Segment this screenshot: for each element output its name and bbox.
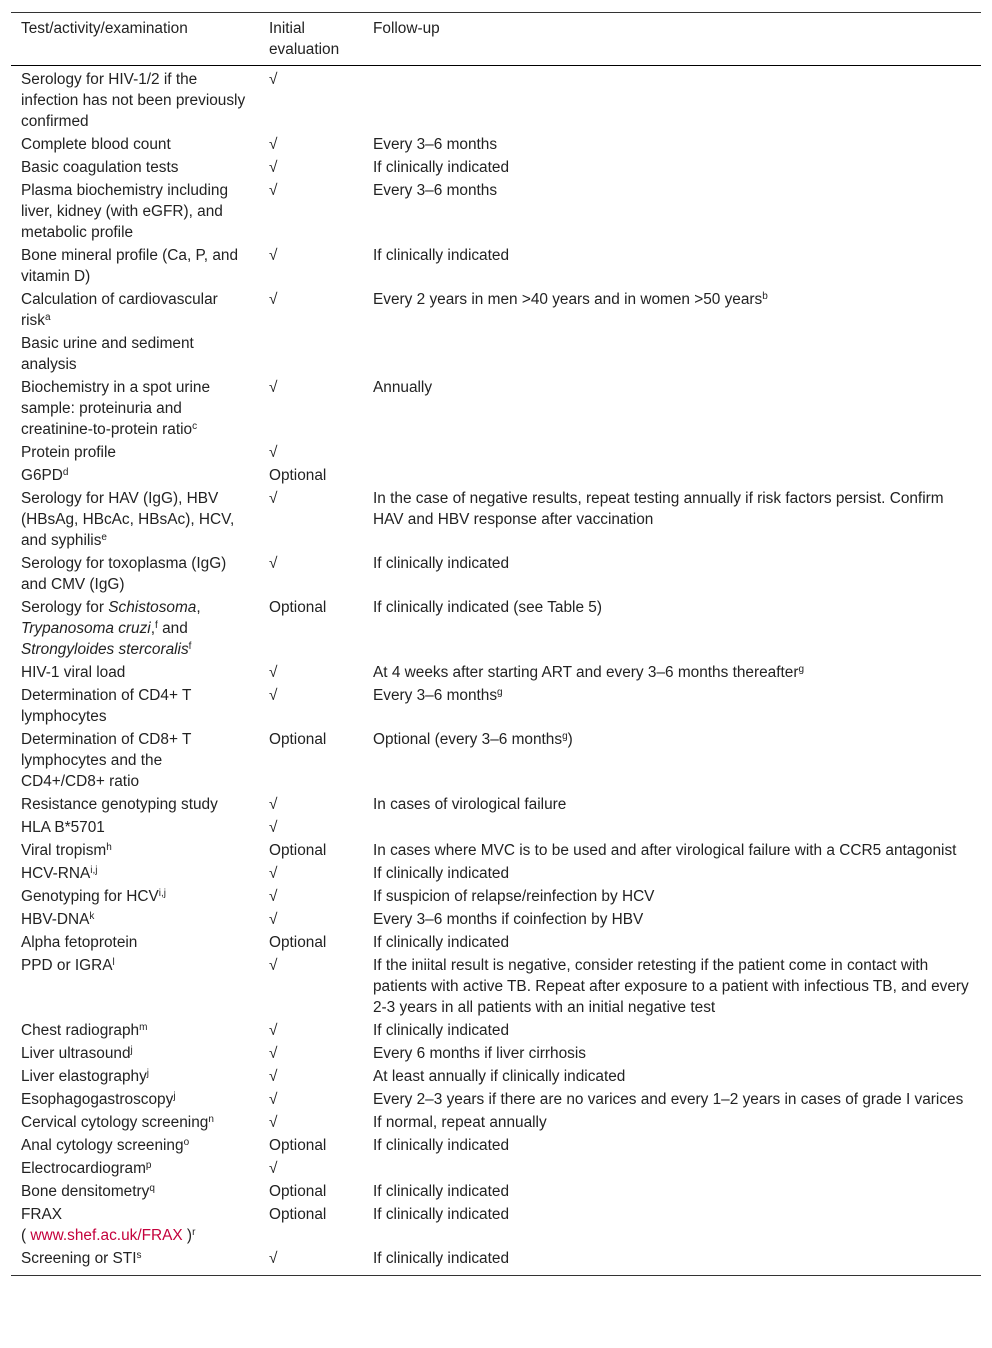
footnote-marker: r — [192, 1227, 196, 1238]
table-row — [11, 817, 981, 840]
test-cell — [11, 553, 259, 597]
test-cell — [11, 157, 259, 180]
follow-up-cell — [363, 1066, 981, 1089]
follow-up-text: In cases of virological failure — [373, 796, 567, 813]
footnote-marker: j — [173, 1091, 176, 1102]
test-cell — [11, 465, 259, 488]
initial-evaluation-cell: √ — [269, 247, 278, 264]
follow-up-cell — [363, 553, 981, 597]
footnote-marker: l — [112, 957, 115, 968]
follow-up-text: Optional (every 3–6 months — [373, 731, 563, 748]
initial-evaluation-cell: Optional — [269, 934, 327, 951]
follow-up-cell — [363, 66, 981, 135]
test-cell — [11, 932, 259, 955]
follow-up-cell — [363, 863, 981, 886]
table-row — [11, 1181, 981, 1204]
test-cell — [11, 817, 259, 840]
test-cell — [11, 863, 259, 886]
follow-up-text: Every 3–6 months — [373, 136, 498, 153]
test-cell — [11, 1204, 259, 1248]
follow-up-cell — [363, 840, 981, 863]
table-row — [11, 794, 981, 817]
follow-up-cell — [363, 685, 981, 729]
species-name: Schistosoma — [108, 599, 197, 616]
initial-evaluation-cell: √ — [269, 71, 278, 88]
follow-up-cell — [363, 245, 981, 289]
test-cell — [11, 729, 259, 794]
test-text: Determination of CD8+ T lymphocytes and the CD4+/CD8+ ratio — [21, 731, 192, 790]
follow-up-text: If suspicion of relapse/reinfection by HCV — [373, 888, 655, 905]
test-text: Chest radiograph — [21, 1022, 140, 1039]
initial-evaluation-cell — [259, 333, 363, 377]
initial-evaluation-cell: Optional — [269, 599, 327, 616]
test-cell — [11, 886, 259, 909]
footnote-marker: m — [139, 1022, 148, 1033]
footnote-marker: j — [146, 1068, 149, 1079]
test-text: Serology for HAV (IgG), HBV (HBsAg, HBcAc, HBsAc), HCV, and syphilis — [21, 490, 235, 549]
test-cell — [11, 180, 259, 245]
link-suffix: ) — [182, 1227, 193, 1244]
test-cell — [11, 1020, 259, 1043]
test-cell — [11, 909, 259, 932]
test-text: , — [196, 599, 201, 616]
table-row — [11, 465, 981, 488]
test-text: Bone densitometry — [21, 1183, 150, 1200]
follow-up-cell — [363, 377, 981, 442]
header-row — [11, 13, 981, 66]
table-row — [11, 840, 981, 863]
follow-up-text: Every 6 months if liver cirrhosis — [373, 1045, 586, 1062]
footnote-marker: o — [183, 1137, 190, 1148]
table-row — [11, 932, 981, 955]
test-text: Serology for toxoplasma (IgG) and CMV (IgG) — [21, 555, 227, 593]
follow-up-cell — [363, 1089, 981, 1112]
test-cell — [11, 955, 259, 1020]
test-text: Resistance genotyping study — [21, 796, 218, 813]
initial-evaluation-cell: √ — [269, 796, 278, 813]
initial-evaluation-cell: √ — [269, 490, 278, 507]
footnote-marker: i,j — [90, 865, 98, 876]
header-test: Test/activity/examination — [21, 20, 188, 37]
footnote-marker: d — [62, 467, 69, 478]
test-text: Esophagogastroscopy — [21, 1091, 174, 1108]
table-row — [11, 1089, 981, 1112]
test-text: Biochemistry in a spot urine sample: proteinuria and creatinine-to-protein ratio — [21, 379, 211, 438]
initial-evaluation-cell: Optional — [269, 731, 327, 748]
test-text: Alpha fetoprotein — [21, 934, 138, 951]
footnote-marker: s — [136, 1250, 142, 1261]
test-cell — [11, 597, 259, 662]
test-cell — [11, 840, 259, 863]
initial-evaluation-cell: √ — [269, 888, 278, 905]
follow-up-cell — [363, 1248, 981, 1276]
footnote-marker: h — [106, 842, 112, 853]
link-prefix: ( — [21, 1227, 31, 1244]
footnote-marker: e — [101, 532, 107, 543]
test-cell — [11, 1112, 259, 1135]
test-cell — [11, 1248, 259, 1276]
initial-evaluation-cell: √ — [269, 1068, 278, 1085]
table-row — [11, 955, 981, 1020]
test-text: Basic coagulation tests — [21, 159, 179, 176]
follow-up-text: Every 3–6 months — [373, 182, 498, 199]
footnote-marker: a — [44, 312, 51, 323]
test-cell — [11, 662, 259, 685]
follow-up-text: Every 2–3 years if there are no varices and every 1–2 years in cases of grade I varices — [373, 1091, 964, 1108]
test-cell — [11, 685, 259, 729]
monitoring-table-container — [11, 12, 981, 1276]
follow-up-text: If clinically indicated — [373, 865, 510, 882]
table-row — [11, 685, 981, 729]
follow-up-cell — [363, 465, 981, 488]
footnote-marker: c — [192, 421, 198, 432]
table-row — [11, 1204, 981, 1248]
follow-up-text-after: ) — [567, 731, 573, 748]
follow-up-cell — [363, 157, 981, 180]
initial-evaluation-cell: √ — [269, 1160, 278, 1177]
test-text: Complete blood count — [21, 136, 171, 153]
test-text: HBV-DNA — [21, 911, 90, 928]
initial-evaluation-cell: Optional — [269, 1137, 327, 1154]
table-row — [11, 1135, 981, 1158]
footnote-marker: k — [89, 911, 95, 922]
test-text: Electrocardiogram — [21, 1160, 146, 1177]
follow-up-cell — [363, 886, 981, 909]
frax-link[interactable]: www.shef.ac.uk/FRAX — [30, 1227, 183, 1244]
follow-up-cell — [363, 289, 981, 333]
follow-up-cell — [363, 597, 981, 662]
follow-up-cell — [363, 1020, 981, 1043]
initial-evaluation-cell: √ — [269, 1250, 278, 1267]
table-row — [11, 863, 981, 886]
table-row — [11, 1248, 981, 1276]
follow-up-cell — [363, 1135, 981, 1158]
initial-evaluation-cell: Optional — [269, 842, 327, 859]
follow-up-text: At least annually if clinically indicated — [373, 1068, 626, 1085]
follow-up-cell — [363, 955, 981, 1020]
follow-up-text: If normal, repeat annually — [373, 1114, 547, 1131]
follow-up-text: If clinically indicated — [373, 159, 510, 176]
test-text: HCV-RNA — [21, 865, 91, 882]
test-text: FRAX — [21, 1206, 63, 1223]
footnote-marker: i,j — [158, 888, 166, 899]
follow-up-text: If clinically indicated — [373, 247, 510, 264]
initial-evaluation-cell: Optional — [269, 1183, 327, 1200]
table-row — [11, 1043, 981, 1066]
test-text: Anal cytology screening — [21, 1137, 184, 1154]
follow-up-text: In the case of negative results, repeat testing annually if risk factors persist. Confirm HAV and HBV response after vaccination — [373, 490, 944, 528]
initial-evaluation-cell: √ — [269, 182, 278, 199]
follow-up-cell — [363, 180, 981, 245]
header-follow-up: Follow-up — [373, 20, 440, 37]
initial-evaluation-cell: √ — [269, 1022, 278, 1039]
table-row — [11, 1020, 981, 1043]
table-row — [11, 553, 981, 597]
initial-evaluation-cell: √ — [269, 865, 278, 882]
initial-evaluation-cell: Optional — [269, 1206, 327, 1223]
initial-evaluation-cell: √ — [269, 1114, 278, 1131]
test-cell — [11, 289, 259, 333]
test-cell — [11, 442, 259, 465]
follow-up-text: If clinically indicated (see Table 5) — [373, 599, 602, 616]
table-row — [11, 886, 981, 909]
follow-up-text: If the iniital result is negative, consider retesting if the patient come in contact with patients with active TB. Repeat after exposure to a patient with infectious TB, and every 2-3 years in all patients with an initial negative test — [373, 957, 969, 1016]
follow-up-cell — [363, 729, 981, 794]
test-text: HLA B*5701 — [21, 819, 105, 836]
follow-up-cell — [363, 794, 981, 817]
initial-evaluation-cell: √ — [269, 664, 278, 681]
follow-up-text: Every 3–6 months if coinfection by HBV — [373, 911, 644, 928]
footnote-marker: f — [155, 620, 158, 631]
test-text: Plasma biochemistry including liver, kidney (with eGFR), and metabolic profile — [21, 182, 229, 241]
table-row — [11, 1158, 981, 1181]
follow-up-cell — [363, 1204, 981, 1248]
follow-up-text: If clinically indicated — [373, 1183, 510, 1200]
test-text: G6PD — [21, 467, 63, 484]
initial-evaluation-cell: √ — [269, 379, 278, 396]
follow-up-cell — [363, 488, 981, 553]
follow-up-cell — [363, 1181, 981, 1204]
follow-up-text: If clinically indicated — [373, 1137, 510, 1154]
table-row — [11, 1112, 981, 1135]
follow-up-cell — [363, 817, 981, 840]
test-text: , — [150, 620, 156, 637]
test-cell — [11, 1043, 259, 1066]
initial-evaluation-cell: √ — [269, 555, 278, 572]
footnote-marker: q — [149, 1183, 155, 1194]
table-row — [11, 662, 981, 685]
initial-evaluation-cell: √ — [269, 819, 278, 836]
test-cell — [11, 377, 259, 442]
table-body — [11, 66, 981, 1276]
follow-up-cell — [363, 1043, 981, 1066]
initial-evaluation-cell: √ — [269, 1091, 278, 1108]
test-text: Cervical cytology screening — [21, 1114, 209, 1131]
table-row — [11, 1066, 981, 1089]
follow-up-cell — [363, 1112, 981, 1135]
test-cell — [11, 66, 259, 135]
table-header — [11, 13, 981, 66]
test-text: Liver ultrasound — [21, 1045, 131, 1062]
test-text: Screening or STI — [21, 1250, 137, 1267]
footnote-marker: g — [798, 664, 805, 675]
monitoring-table — [11, 12, 981, 1276]
footnote-marker: g — [562, 731, 568, 742]
follow-up-text: If clinically indicated — [373, 934, 510, 951]
follow-up-text: At 4 weeks after starting ART and every 3–6 months thereafter — [373, 664, 799, 681]
test-cell — [11, 488, 259, 553]
table-row — [11, 909, 981, 932]
test-cell — [11, 134, 259, 157]
follow-up-text: If clinically indicated — [373, 1022, 510, 1039]
table-row — [11, 180, 981, 245]
species-name: Trypanosoma cruzi — [21, 620, 151, 637]
table-row — [11, 66, 981, 135]
test-text: Determination of CD4+ T lymphocytes — [21, 687, 192, 725]
follow-up-text: If clinically indicated — [373, 555, 510, 572]
test-text: Calculation of cardiovascular risk — [21, 291, 218, 329]
header-initial-evaluation: Initial evaluation — [269, 20, 340, 58]
test-cell — [11, 1158, 259, 1181]
follow-up-cell — [363, 932, 981, 955]
test-cell — [11, 1066, 259, 1089]
test-cell — [11, 333, 259, 377]
table-row — [11, 597, 981, 662]
test-text: Liver elastography — [21, 1068, 147, 1085]
test-text: Viral tropism — [21, 842, 107, 859]
follow-up-cell — [363, 909, 981, 932]
footnote-marker: p — [145, 1160, 152, 1171]
follow-up-text: Annually — [373, 379, 433, 396]
follow-up-text: If clinically indicated — [373, 1250, 510, 1267]
test-text: Bone mineral profile (Ca, P, and vitamin D) — [21, 247, 239, 285]
test-cell — [11, 1181, 259, 1204]
table-row — [11, 377, 981, 442]
follow-up-text: Every 2 years in men >40 years and in women >50 years — [373, 291, 763, 308]
initial-evaluation-cell: √ — [269, 291, 278, 308]
initial-evaluation-cell: √ — [269, 957, 278, 974]
initial-evaluation-cell: √ — [269, 911, 278, 928]
initial-evaluation-cell: √ — [269, 159, 278, 176]
table-row — [11, 289, 981, 333]
table-row — [11, 333, 981, 377]
test-cell — [11, 1089, 259, 1112]
test-text: Serology for — [21, 599, 109, 616]
test-text: Protein profile — [21, 444, 116, 461]
test-cell — [11, 794, 259, 817]
test-text: PPD or IGRA — [21, 957, 113, 974]
footnote-marker: f — [188, 641, 192, 652]
footnote-marker: b — [762, 291, 768, 302]
initial-evaluation-cell: √ — [269, 136, 278, 153]
test-text: HIV-1 viral load — [21, 664, 126, 681]
table-row — [11, 442, 981, 465]
test-text: and — [157, 620, 188, 637]
follow-up-text: In cases where MVC is to be used and after virological failure with a CCR5 antagonist — [373, 842, 957, 859]
initial-evaluation-cell: √ — [269, 687, 278, 704]
table-row — [11, 245, 981, 289]
follow-up-cell — [363, 442, 981, 465]
follow-up-cell — [363, 1158, 981, 1181]
table-row — [11, 134, 981, 157]
follow-up-cell — [363, 333, 981, 377]
test-text: Serology for HIV-1/2 if the infection has not been previously confirmed — [21, 71, 246, 130]
initial-evaluation-cell: √ — [269, 444, 278, 461]
footnote-marker: j — [130, 1045, 133, 1056]
test-cell — [11, 245, 259, 289]
follow-up-cell — [363, 134, 981, 157]
table-row — [11, 488, 981, 553]
follow-up-text: If clinically indicated — [373, 1206, 510, 1223]
footnote-marker: n — [208, 1114, 214, 1125]
test-text: Genotyping for HCV — [21, 888, 159, 905]
species-name: Strongyloides stercoralis — [21, 641, 189, 658]
test-text: Basic urine and sediment analysis — [21, 335, 194, 373]
footnote-marker: g — [497, 687, 503, 698]
test-cell — [11, 1135, 259, 1158]
table-row — [11, 157, 981, 180]
table-row — [11, 729, 981, 794]
initial-evaluation-cell: √ — [269, 1045, 278, 1062]
follow-up-text: Every 3–6 months — [373, 687, 498, 704]
follow-up-cell — [363, 662, 981, 685]
initial-evaluation-cell: Optional — [269, 467, 327, 484]
